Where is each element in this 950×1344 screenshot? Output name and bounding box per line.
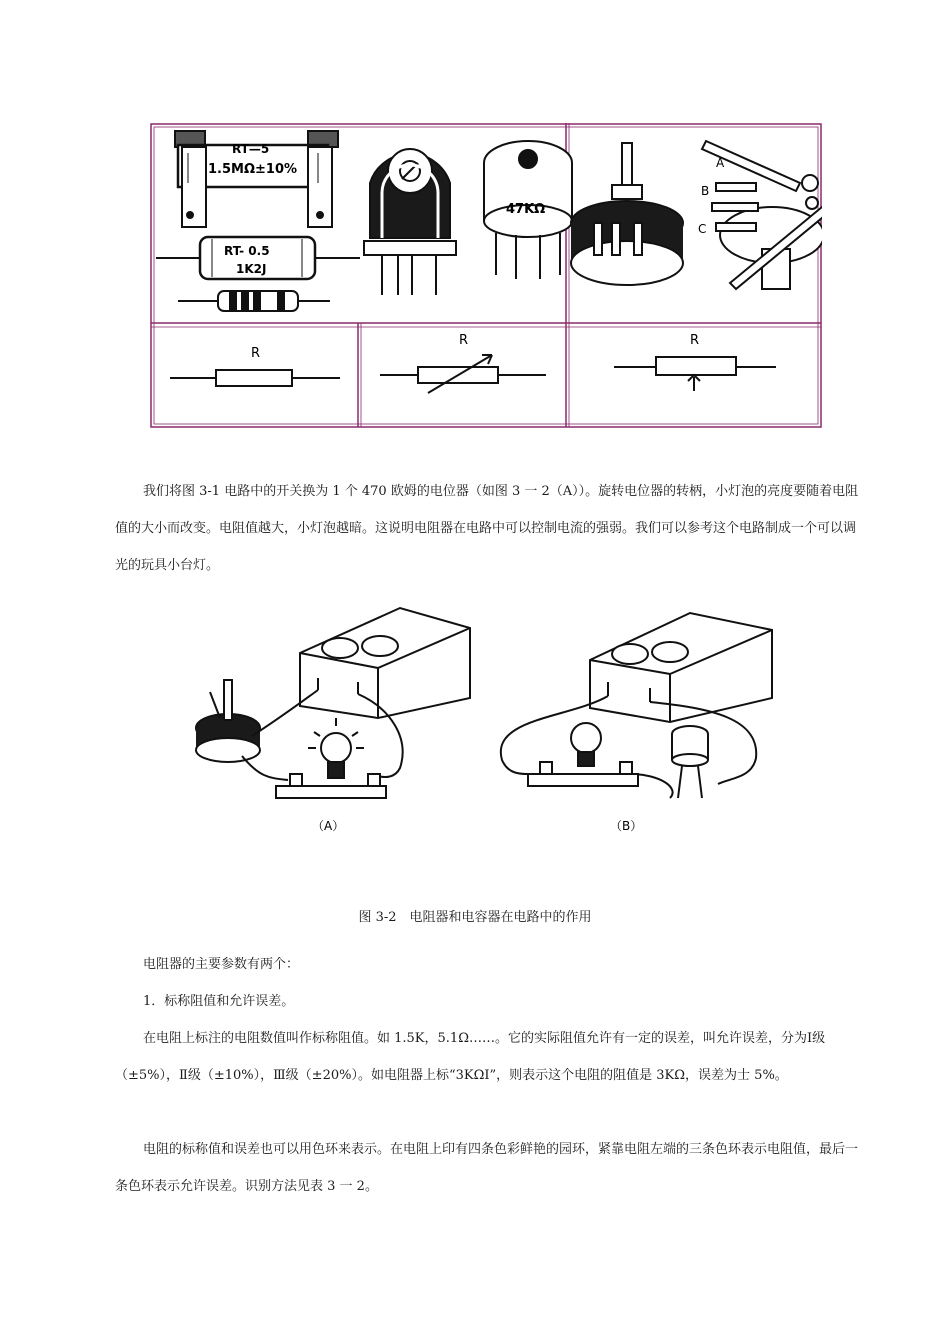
rt05-label-line2: 1K2J bbox=[236, 262, 267, 276]
terminal-b-label: B bbox=[701, 184, 710, 198]
fixed-resistor-symbol-label: R bbox=[251, 346, 261, 361]
potentiometer-symbol bbox=[614, 357, 776, 391]
potentiometer-symbol-label: R bbox=[690, 333, 700, 348]
circuit-b-illustration bbox=[501, 613, 772, 798]
circuit-a-label: （A） bbox=[312, 819, 345, 833]
parameters-intro: 电阻器的主要参数有两个： bbox=[143, 957, 300, 972]
variable-resistor-symbol bbox=[380, 355, 546, 393]
circuit-a-illustration bbox=[196, 608, 470, 798]
figure-3-2-caption: 图 3-2 电阻器和电容器在电路中的作用 bbox=[358, 910, 592, 925]
paragraph-color-bands: 电阻的标称值和误差也可以用色环来表示。在电阻上印有四条色彩鲜艳的园环，紧靠电阻左端的三条色环表示电阻值，最后一条色环表示允许误差。识别方法见表 3 一 2。 bbox=[115, 1142, 859, 1194]
fixed-resistor-symbol bbox=[170, 370, 340, 386]
trimmer-value-label: 47KΩ bbox=[506, 202, 546, 217]
circuit-b-label: （B） bbox=[610, 819, 643, 833]
paragraph-potentiometer-intro: 我们将图 3-1 电路中的开关换为 1 个 470 欧姆的电位器（如图 3 一 2（A））。旋转电位器的转柄，小灯泡的亮度要随着电阻值的大小而改变。电阻值越大，小灯泡越暗。这说明电阻器在电路中可以控制电流的强弱。我们可以参考这个电路制成一个可以调光的玩具小台灯。 bbox=[115, 484, 859, 573]
variable-resistor-symbol-label: R bbox=[459, 333, 469, 348]
terminal-a-label: A bbox=[716, 156, 725, 170]
panel-potentiometer-illustration bbox=[571, 143, 683, 285]
circuit-figure bbox=[190, 598, 790, 843]
section-heading-nominal-value: 1．标称阻值和允许误差。 bbox=[143, 994, 295, 1009]
rt5-label-line1: RT—5 bbox=[232, 142, 270, 156]
paragraph-nominal-value: 在电阻上标注的电阻数值叫作标称阻值。如 1.5K，5.1Ω……。它的实际阻值允许有一定的误差，叫允许误差，分为Ⅰ级（±5%），Ⅱ级（±10%），Ⅲ级（±20%）。如电阻器上标“3KΩⅠ”，则表示这个电阻的阻值是 3KΩ，误差为士 5%。 bbox=[115, 1031, 826, 1083]
small-resistor-illustration bbox=[178, 291, 330, 311]
terminal-c-label: C bbox=[698, 222, 707, 236]
trimmer-potentiometer-illustration bbox=[364, 149, 456, 295]
rt5-label-line2: 1.5MΩ±10% bbox=[208, 162, 298, 177]
resistor-figure-table bbox=[150, 123, 822, 428]
rt05-label-line1: RT- 0.5 bbox=[224, 244, 270, 258]
